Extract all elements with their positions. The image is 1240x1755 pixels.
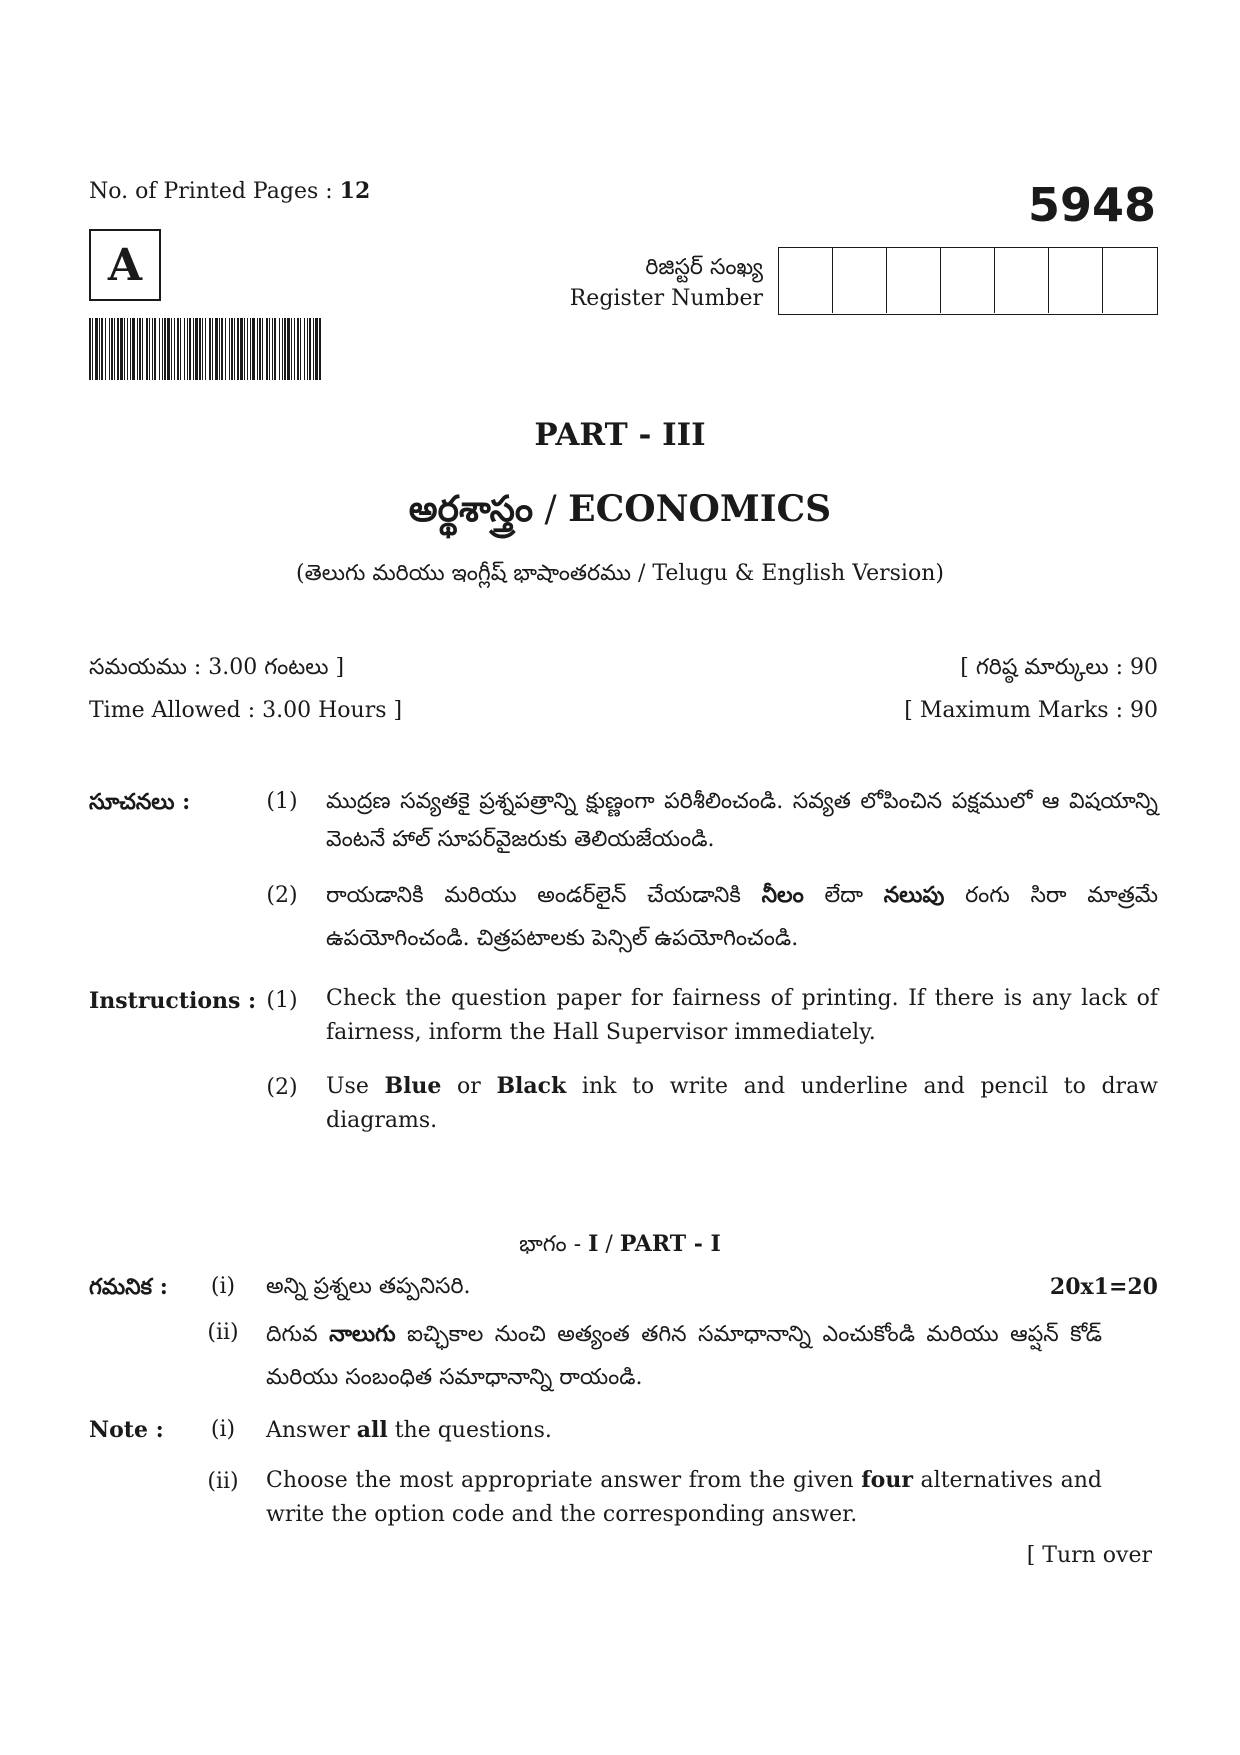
barcode-bar	[132, 318, 135, 380]
instructions-te-label: సూచనలు :	[89, 789, 191, 815]
section-heading-sep: /	[598, 1232, 620, 1257]
barcode-bar	[250, 318, 251, 380]
instruction-te-2-pre: రాయడానికి మరియు అండర్‌లైన్ చేయడానికి	[326, 883, 762, 908]
barcode-bar	[262, 318, 263, 380]
max-marks-te: [ గరిష్ఠ మార్కులు : 90	[960, 655, 1158, 680]
printed-pages	[89, 178, 370, 204]
barcode-bar	[171, 318, 172, 380]
printed-pages-value: 12	[339, 178, 371, 204]
printed-pages-label: No. of Printed Pages :	[89, 179, 333, 204]
instruction-te-2-bold-black: నలుపు	[883, 882, 945, 908]
section-heading-te: భాగం -	[519, 1232, 589, 1257]
barcode-bar	[319, 318, 321, 380]
barcode-bar	[309, 318, 311, 380]
barcode-bar	[252, 318, 255, 380]
register-digit-box[interactable]	[833, 248, 887, 313]
barcode-bar	[120, 318, 123, 380]
barcode-bar	[199, 318, 201, 380]
barcode-bar	[240, 318, 243, 380]
note-te-2-bold: నాలుగు	[329, 1321, 396, 1347]
barcode-bar	[291, 318, 292, 380]
barcode-bar	[154, 318, 156, 380]
time-allowed-en: Time Allowed : 3.00 Hours ]	[89, 698, 403, 723]
section-heading-roman: I	[588, 1231, 599, 1257]
barcode-bar	[105, 318, 106, 380]
note-en-1-pre: Answer	[266, 1418, 357, 1443]
register-label-te: రిజిస్టర్ సంఖ్య	[645, 255, 763, 280]
register-label-en: Register Number	[569, 286, 763, 311]
barcode-bar	[219, 318, 220, 380]
barcode-bar	[167, 318, 170, 380]
barcode-bar	[272, 318, 273, 380]
note-en-2-num: (ii)	[207, 1469, 239, 1494]
barcode-bar	[159, 318, 160, 380]
register-digit-box[interactable]	[1103, 248, 1157, 313]
barcode-bar	[92, 318, 93, 380]
register-digit-box[interactable]	[779, 248, 833, 313]
part-title: PART - III	[534, 417, 706, 453]
register-number-grid[interactable]	[778, 247, 1158, 315]
barcode-bar	[184, 318, 185, 380]
barcode-bar	[300, 318, 301, 380]
note-en-1-num: (i)	[210, 1417, 236, 1442]
barcode-bar	[205, 318, 206, 380]
note-te-2-text	[266, 1313, 1102, 1399]
instruction-en-2-text	[326, 1069, 1158, 1138]
barcode-bar	[109, 318, 110, 380]
instruction-en-2-num: (2)	[266, 1075, 298, 1100]
barcode-bar	[177, 318, 179, 380]
section-heading-en: PART - I	[619, 1231, 721, 1257]
version-letter-box: A	[89, 229, 161, 301]
instruction-te-2-text	[326, 874, 1158, 960]
barcode-bar	[315, 318, 318, 380]
subject-title	[0, 488, 1240, 539]
section-heading	[0, 1231, 1240, 1262]
register-digit-box[interactable]	[995, 248, 1049, 313]
barcode-bar	[287, 318, 290, 380]
barcode-bar	[164, 318, 166, 380]
barcode-bar	[284, 318, 286, 380]
barcode-bar	[221, 318, 223, 380]
barcode-bar	[146, 318, 148, 380]
barcode-bar	[130, 318, 131, 380]
barcode-bar	[142, 318, 143, 380]
instruction-en-2-post: ink to write and underline and pencil to draw diagrams.	[326, 1074, 1159, 1133]
note-en-label: Note :	[89, 1417, 164, 1443]
barcode-bar	[114, 318, 115, 380]
barcode-bar	[95, 318, 98, 380]
instruction-te-2-num: (2)	[266, 883, 298, 908]
instruction-en-2-bold-blue: Blue	[384, 1073, 442, 1099]
barcode	[89, 318, 322, 380]
register-digit-box[interactable]	[1049, 248, 1103, 313]
max-marks-en: [ Maximum Marks : 90	[904, 698, 1158, 723]
barcode-bar	[111, 318, 113, 380]
barcode-bar	[282, 318, 283, 380]
barcode-bar	[209, 318, 211, 380]
barcode-bar	[189, 318, 191, 380]
instruction-en-1-num: (1)	[266, 988, 298, 1013]
note-en-1-text	[266, 1417, 552, 1443]
barcode-bar	[247, 318, 248, 380]
note-en-2-pre: Choose the most appropriate answer from the given	[266, 1468, 862, 1493]
barcode-bar	[294, 318, 295, 380]
barcode-bar	[225, 318, 226, 380]
note-te-1-num: (i)	[210, 1274, 236, 1299]
instruction-en-2-mid: or	[441, 1074, 497, 1099]
note-en-2-bold: four	[861, 1467, 913, 1493]
barcode-bar	[269, 318, 270, 380]
barcode-bar	[229, 318, 230, 380]
barcode-bar	[244, 318, 245, 380]
instruction-en-2-bold-black: Black	[496, 1073, 567, 1099]
barcode-bar	[231, 318, 233, 380]
barcode-bar	[152, 318, 153, 380]
barcode-bar	[127, 318, 128, 380]
note-en-2-text	[266, 1463, 1102, 1532]
subject-te: అర్థశాస్త్రం	[408, 489, 534, 530]
barcode-bar	[117, 318, 119, 380]
barcode-bar	[124, 318, 125, 380]
instructions-en-label: Instructions :	[89, 988, 257, 1014]
barcode-bar	[137, 318, 138, 380]
barcode-bar	[237, 318, 239, 380]
barcode-bar	[99, 318, 100, 380]
barcode-bar	[307, 318, 308, 380]
time-allowed-te: సమయము : 3.00 గంటలు ]	[89, 655, 345, 680]
barcode-bar	[279, 318, 280, 380]
barcode-bar	[139, 318, 141, 380]
barcode-bar	[187, 318, 188, 380]
barcode-bar	[195, 318, 198, 380]
barcode-bar	[193, 318, 194, 380]
barcode-bar	[162, 318, 163, 380]
barcode-bar	[266, 318, 268, 380]
instruction-te-2-bold-blue: నీలం	[761, 882, 804, 908]
version-line: (తెలుగు మరియు ఇంగ్లీష్ భాషాంతరము / Telugu & English Version)	[296, 561, 944, 586]
note-te-2-pre: దిగువ	[266, 1322, 330, 1347]
barcode-bar	[274, 318, 276, 380]
instruction-te-1-num: (1)	[266, 789, 298, 814]
register-digit-box[interactable]	[941, 248, 995, 313]
barcode-bar	[259, 318, 261, 380]
instruction-te-1-text: ముద్రణ సవ్యతకై ప్రశ్నపత్రాన్ని క్షుణ్ణంగా పరిశీలించండి. సవ్యత లోపించిన పక్షములో ఆ విషయాన్ని వెంటనే హాల్ సూపర్‌వైజరుకు తెలియజేయండి.	[326, 789, 1158, 852]
barcode-bar	[257, 318, 258, 380]
note-te-1-text: అన్ని ప్రశ్నలు తప్పనిసరి.	[266, 1274, 471, 1299]
barcode-bar	[89, 318, 91, 380]
instruction-te-2-mid: లేదా	[803, 883, 884, 908]
paper-code: 5948	[1027, 178, 1156, 232]
barcode-bar	[304, 318, 305, 380]
section-marks: 20x1=20	[1049, 1274, 1158, 1300]
note-te-2-num: (ii)	[207, 1320, 239, 1345]
subject-separator: /	[533, 489, 569, 530]
instruction-en-1-text: Check the question paper for fairness of printing. If there is any lack of fairness, inform the Hall Supervisor immediately.	[326, 986, 1158, 1045]
barcode-bar	[234, 318, 235, 380]
barcode-bar	[297, 318, 299, 380]
barcode-bar	[101, 318, 103, 380]
barcode-bar	[149, 318, 150, 380]
barcode-bar	[180, 318, 181, 380]
subject-en: ECONOMICS	[568, 488, 832, 530]
instruction-te-2-post: రంగు సిరా మాత్రమే ఉపయోగించండి. చిత్రపటాలకు పెన్సిల్ ఉపయోగించండి.	[326, 883, 1158, 951]
barcode-bar	[174, 318, 175, 380]
barcode-bar	[202, 318, 203, 380]
note-en-1-bold: all	[356, 1417, 388, 1443]
barcode-bar	[212, 318, 213, 380]
barcode-bar	[313, 318, 314, 380]
note-en-2-post: alternatives and write the option code and the corresponding answer.	[266, 1468, 1102, 1527]
note-en-1-post: the questions.	[387, 1418, 552, 1443]
note-te-2-post: ఐచ్ఛికాల నుంచి అత్యంత తగిన సమాధానాన్ని ఎంచుకోండి మరియు ఆప్షన్ కోడ్ మరియు సంబంధిత సమాధానాన్ని రాయండి.	[266, 1322, 1102, 1390]
note-te-label: గమనిక :	[89, 1274, 168, 1300]
instruction-en-2-pre: Use	[326, 1074, 385, 1099]
turn-over: [ Turn over	[1026, 1543, 1152, 1568]
barcode-bar	[215, 318, 218, 380]
register-digit-box[interactable]	[887, 248, 941, 313]
